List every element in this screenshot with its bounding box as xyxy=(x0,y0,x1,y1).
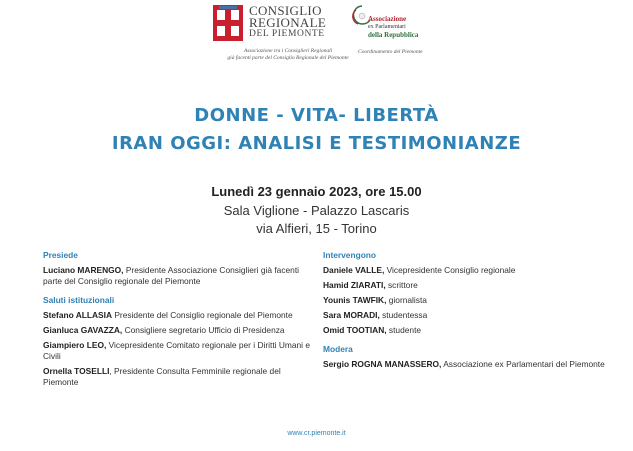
consiglio-line3: DEL PIEMONTE xyxy=(249,29,325,39)
associazione-line3: della Repubblica xyxy=(368,31,419,39)
speaker-role: Vicepresidente Comitato regionale per i Diritti Umani e Civili xyxy=(43,340,311,361)
speaker-role: scrittore xyxy=(385,280,418,290)
program-right-column xyxy=(323,250,608,374)
event-date: Lunedì 23 gennaio 2023, ore 15.00 xyxy=(211,184,422,199)
speaker-name: Omid TOOTIAN, xyxy=(323,325,387,335)
speaker-name: Giampiero LEO, xyxy=(43,340,107,350)
event-title-line2: IRAN OGGI: ANALISI E TESTIMONIANZE xyxy=(111,133,522,154)
presiede-heading: Presiede xyxy=(43,250,78,260)
speaker-role: Presidente del Consiglio regionale del Piemonte xyxy=(112,310,293,320)
saluti-heading: Saluti istituzionali xyxy=(43,295,115,305)
speaker-role: Presidente Associazione Consiglieri già facenti parte del Consiglio regionale del Piemonte xyxy=(43,265,300,286)
program-left-column xyxy=(43,250,313,392)
speaker-entry xyxy=(43,366,313,388)
speaker-name: Hamid ZIARATI, xyxy=(323,280,386,290)
piemonte-shield-icon xyxy=(213,5,243,41)
speaker-entry xyxy=(323,325,608,336)
speaker-entry xyxy=(323,265,608,276)
speaker-name: Daniele VALLE, xyxy=(323,265,385,275)
associazione-subtitle: Coordinamento del Piemonte xyxy=(358,49,423,55)
speaker-role: Consigliere segretario Ufficio di Presidenza xyxy=(122,325,285,335)
speaker-entry xyxy=(43,310,313,321)
speaker-role: giornalista xyxy=(386,295,427,305)
associazione-name xyxy=(368,15,418,39)
event-place: Sala Viglione - Palazzo Lascaris xyxy=(223,203,410,218)
speaker-role: Associazione ex Parlamentari del Piemonte xyxy=(441,359,605,369)
consiglio-line2: REGIONALE xyxy=(249,15,327,30)
associazione-ex-parlamentari-logo xyxy=(352,4,452,59)
speaker-role: , Presidente Consulta Femminile regionale del Piemonte xyxy=(43,366,281,387)
speaker-entry xyxy=(323,295,608,306)
speaker-name: Ornella TOSELLI xyxy=(43,366,110,376)
speaker-name: Luciano MARENGO, xyxy=(43,265,124,275)
speaker-role: Vicepresidente Consiglio regionale xyxy=(384,265,516,275)
speaker-role: studente xyxy=(386,325,422,335)
event-address: via Alfieri, 15 - Torino xyxy=(256,221,377,236)
speaker-name: Stefano ALLASIA xyxy=(43,310,113,320)
associazione-line2: ex Parlamentari xyxy=(368,24,406,30)
speaker-name: Sara MORADI, xyxy=(323,310,380,320)
website-link[interactable]: www.cr.piemonte.it xyxy=(287,430,346,437)
modera-heading: Modera xyxy=(323,344,353,354)
speaker-entry xyxy=(323,310,608,321)
consiglio-sub1: Associazione tra i Consiglieri Regionali xyxy=(243,48,333,54)
event-title-line1: DONNE - VITA- LIBERTÀ xyxy=(194,105,439,126)
speaker-entry xyxy=(323,280,608,291)
speaker-entry xyxy=(323,359,608,370)
consiglio-name xyxy=(249,5,326,40)
speaker-name: Gianluca GAVAZZA, xyxy=(43,325,123,335)
speaker-entry xyxy=(43,325,313,336)
speaker-role: studentessa xyxy=(379,310,428,320)
consiglio-subtitle xyxy=(213,48,363,62)
intervengono-heading: Intervengono xyxy=(323,250,377,260)
speaker-entry xyxy=(43,265,313,287)
consiglio-line1: CONSIGLIO xyxy=(249,3,322,18)
consiglio-sub2: già facenti parte del Consiglio Regionale del Piemonte xyxy=(227,55,349,61)
speaker-name: Sergio ROGNA MANASSERO, xyxy=(323,359,442,369)
consiglio-regionale-logo xyxy=(213,5,363,60)
associazione-line1: Associazione xyxy=(368,15,407,23)
speaker-name: Younis TAWFIK, xyxy=(323,295,387,305)
speaker-entry xyxy=(43,340,313,362)
